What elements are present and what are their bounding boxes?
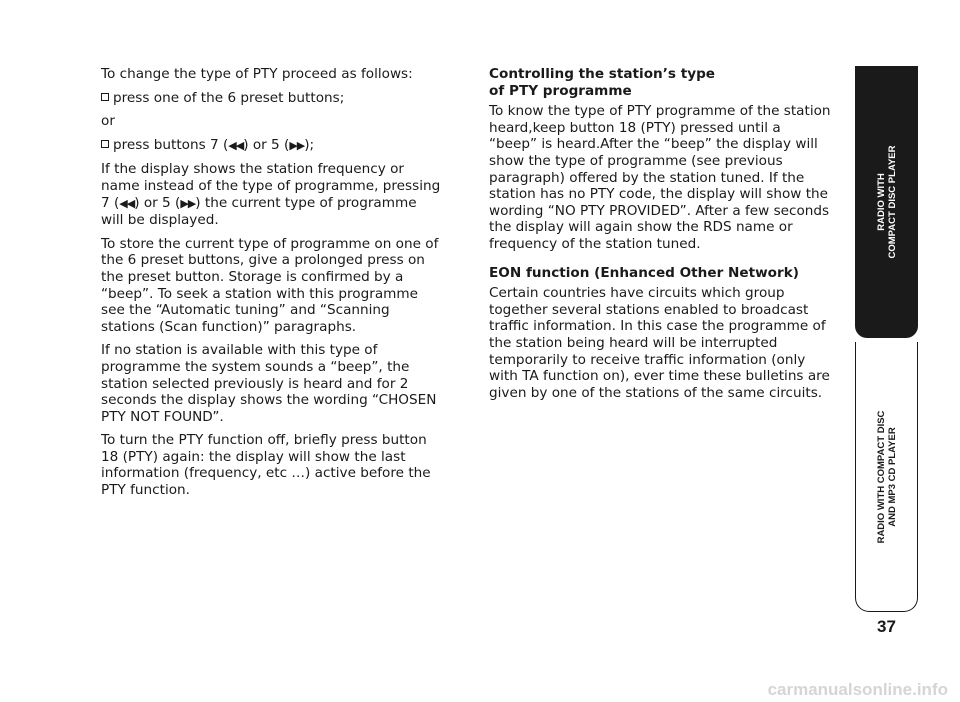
forward-icon: ▶▶ [289,138,305,152]
eon-paragraph: Certain countries have circuits which group together several stations enabled to broadcast traffic information. In this case the programme of the station being heard will be interrupted temporarily to receive traffic information (only with TA function on), ever time these bulletins are given by one of the stations of the same circuits. [489,285,830,401]
rewind-icon: ◀◀ [228,138,244,152]
or-text: or [101,113,115,130]
forward-icon: ▶▶ [180,196,196,210]
rewind-icon: ◀◀ [119,196,135,210]
checkbox-bullet-icon [101,140,109,148]
bullet-buttons: press buttons 7 (◀◀) or 5 (▶▶); [101,137,442,155]
store-paragraph: To store the current type of programme on one of the 6 preset buttons, give a prolonged press on the preset button. Storage is confirmed by a “beep”. To seek a station with this programme see the “Automatic tuning” and “Scanning stations (Scan function)” paragraphs. [101,235,439,335]
section-tab-inactive-label: RADIO WITH COMPACT DISC AND MP3 CD PLAYER [875,410,898,543]
display-paragraph: If the display shows the station frequency or name instead of the type of programme, pressing 7 (◀◀) or 5 (▶▶) the current type of programme will be displayed. [101,161,441,229]
no-station-paragraph: If no station is available with this type of programme the system sounds a “beep”, the station selected previously is heard and for 2 seconds the display shows the wording “CHOSEN PTY NOT FOUND”. [101,342,437,425]
heading-pty-control: Controlling the station’s type of PTY programme [489,66,716,99]
section-tab-active-label: RADIO WITH COMPACT DISC PLAYER [875,145,898,259]
turn-off-paragraph: To turn the PTY function off, briefly press button 18 (PTY) again: the display will show the last information (frequency, etc …) active before the PTY function. [101,432,431,499]
bullet-preset: press one of the 6 preset buttons; [101,90,442,107]
checkbox-bullet-icon [101,93,109,101]
page-number: 37 [877,617,896,636]
right-column [489,66,832,408]
heading-eon: EON function (Enhanced Other Network) [489,264,799,281]
intro-paragraph: To change the type of PTY proceed as follows: [101,66,413,82]
section-tab-active [855,66,918,338]
pty-control-paragraph: To know the type of PTY programme of the station heard,keep button 18 (PTY) pressed until a “beep” is heard.After the “beep” the display will show the type of programme (see previous paragraph) offered by the station tuned. If the station has no PTY code, the display will show the wording “NO PTY PROVIDED”. After a few seconds the display will again show the RDS name or frequency of the station tuned. [489,103,831,252]
section-tab-inactive [855,342,918,612]
left-column [101,66,442,506]
watermark: carmanualsonline.info [767,680,948,699]
